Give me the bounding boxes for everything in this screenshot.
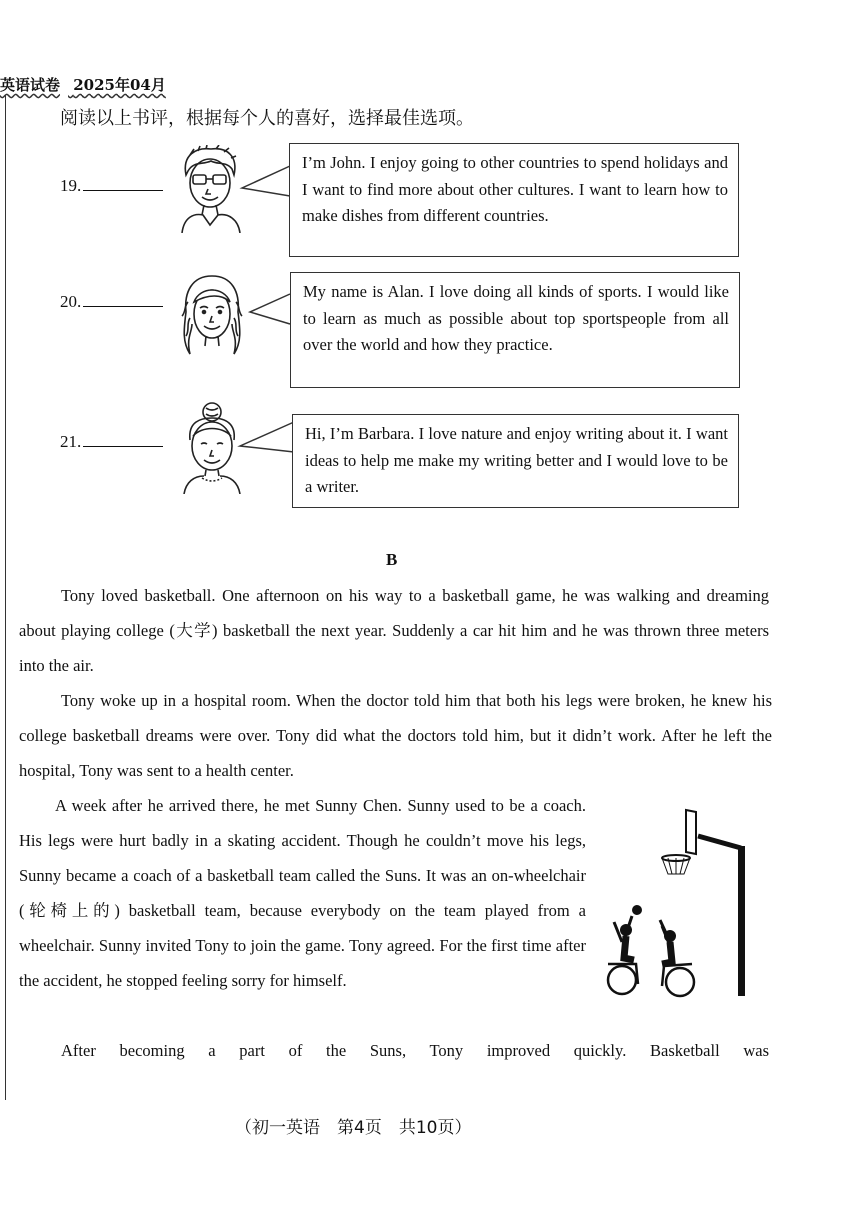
paragraph-2: Tony woke up in a hospital room. When the doctor told him that both his legs were broken, he knew his college basketball dreams were over. Tony did what the doctors told him, but it didn’t work. After he left the hospital, Tony was sent to a health center.	[19, 691, 772, 780]
woman-long-hair-illustration	[178, 272, 246, 360]
question-number: 19.	[60, 176, 82, 195]
exam-date: 2025年04月	[73, 76, 166, 94]
question-21	[60, 432, 163, 452]
paragraph-3: A week after he arrived there, he met Sunny Chen. Sunny used to be a coach. His legs were hurt badly in a skating accident. Though he couldn’t move his legs, Sunny became a coach of a basketball team called the Suns. It was an on-wheelchair (轮椅上的) basketball team, because everybody on the team played from a wheelchair. Sunny invited Tony to join the game. Tony agreed. For the first time after the accident, he stopped feeling sorry for himself.	[19, 796, 586, 990]
speech-tail	[248, 290, 292, 330]
woman-hair-bun-illustration	[176, 400, 246, 494]
answer-blank[interactable]	[83, 292, 163, 307]
speech-bubble-barbara	[292, 414, 739, 508]
paragraph-4: After becoming a part of the Suns, Tony improved quickly. Basketball was	[61, 1041, 769, 1060]
exam-title: 英语试卷	[0, 76, 61, 94]
question-number: 20.	[60, 292, 82, 311]
page-footer: （初一英语 第4页 共10页）	[235, 1118, 472, 1138]
speech-tail	[240, 162, 292, 202]
answer-blank[interactable]	[83, 432, 163, 447]
question-20	[60, 292, 163, 312]
exam-header	[0, 74, 174, 95]
section-heading: B	[386, 550, 398, 569]
bubble-text: My name is Alan. I love doing all kinds of sports. I would like to learn as much as possible about top sportspeople from all over the world and how they practice.	[303, 282, 729, 354]
paragraph-1: Tony loved basketball. One afternoon on his way to a basketball game, he was walking and dreaming about playing college (大学) basketball the next year. Suddenly a car hit him and he was thrown three meters into the air.	[19, 586, 769, 675]
question-19	[60, 176, 163, 196]
instruction-text: 阅读以上书评，根据每个人的喜好，选择最佳选项。	[60, 108, 474, 129]
boy-with-glasses-illustration	[176, 145, 246, 233]
question-number: 21.	[60, 432, 82, 451]
speech-bubble-john	[289, 143, 739, 257]
margin-line	[5, 95, 6, 1100]
wheelchair-basketball-illustration	[600, 808, 750, 998]
bubble-text: I’m John. I enjoy going to other countries to spend holidays and I want to find more about other cultures. I want to learn how to make dishes from different countries.	[302, 153, 728, 225]
bubble-text: Hi, I’m Barbara. I love nature and enjoy writing about it. I want ideas to help me make my writing better and I would love to be a writer.	[305, 424, 728, 496]
speech-tail	[238, 418, 296, 458]
speech-bubble-alan	[290, 272, 740, 388]
answer-blank[interactable]	[83, 176, 163, 191]
